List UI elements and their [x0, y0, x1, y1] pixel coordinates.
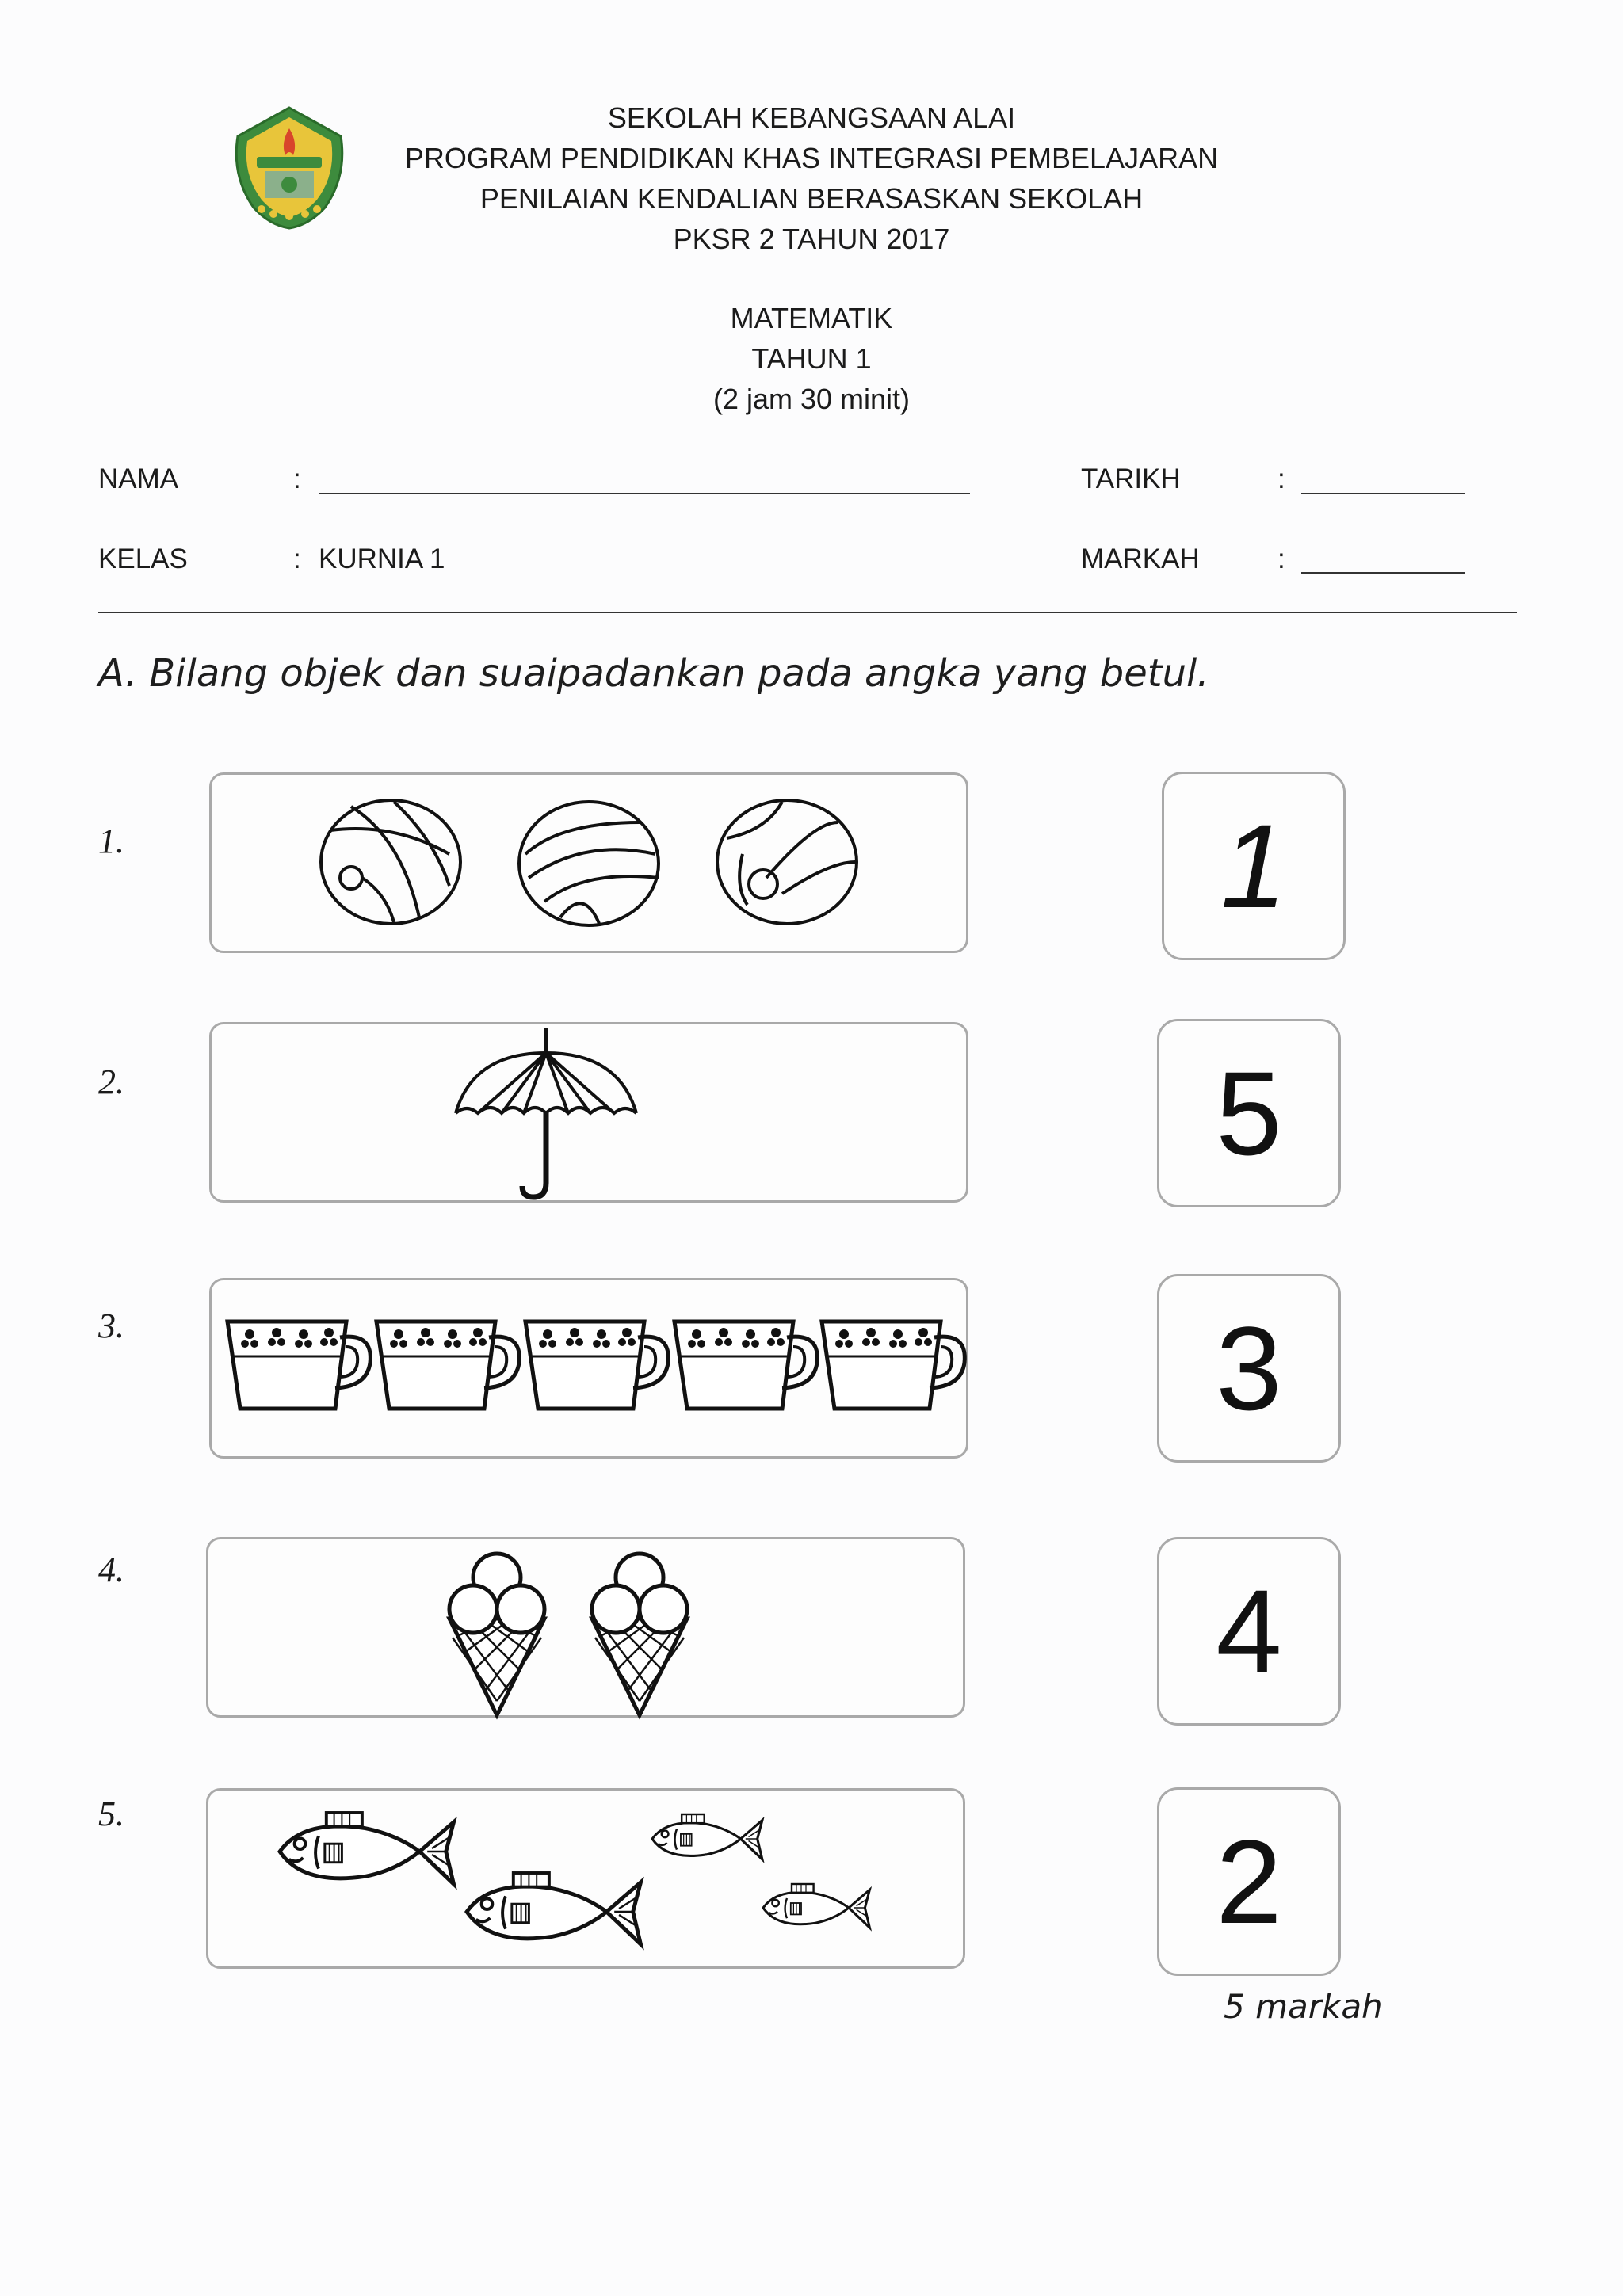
picture-box-1[interactable] [209, 772, 968, 953]
date-label: TARIKH [1081, 463, 1181, 494]
year-title: TAHUN 1 [751, 342, 872, 375]
class-value: KURNIA 1 [319, 543, 445, 574]
assessment-name: PENILAIAN KENDALIAN BERASASKAN SEKOLAH [479, 182, 1144, 215]
section-instruction: A. Bilang objek dan suaipadankan pada angka yang betul. [98, 651, 1209, 696]
subject-title: MATEMATIK [730, 302, 893, 334]
ball-icon [717, 800, 857, 924]
fish-icon [467, 1873, 641, 1944]
school-name: SEKOLAH KEBANGSAAN ALAI [607, 101, 1016, 134]
answer-box-5[interactable]: 5 [1157, 1019, 1341, 1207]
header-divider [98, 612, 1517, 613]
cup-icon [227, 1322, 370, 1409]
picture-box-2[interactable] [209, 1022, 968, 1203]
answer-box-1[interactable]: 1 [1162, 772, 1346, 960]
question-number-5: 5. [98, 1794, 124, 1833]
question-number-1: 1. [98, 822, 124, 860]
marks-colon: : [1277, 543, 1285, 574]
ball-icon [519, 802, 659, 925]
marks-note: 5 markah [1224, 1987, 1383, 2026]
date-colon: : [1277, 463, 1285, 494]
picture-box-4[interactable] [206, 1537, 965, 1718]
answer-box-3[interactable]: 3 [1157, 1274, 1341, 1463]
duration: (2 jam 30 minit) [712, 383, 911, 415]
cup-icon [822, 1322, 964, 1409]
question-number-4: 4. [98, 1550, 124, 1589]
marks-label: MARKAH [1081, 543, 1200, 574]
fish-icon [280, 1813, 454, 1884]
class-label: KELAS [98, 543, 188, 574]
answer-box-4[interactable]: 4 [1157, 1537, 1341, 1726]
ball-icon [321, 800, 460, 924]
cup-icon [376, 1322, 519, 1409]
cup-icon [674, 1322, 817, 1409]
name-label: NAMA [98, 463, 179, 494]
exam-name: PKSR 2 TAHUN 2017 [673, 223, 950, 255]
name-colon: : [293, 463, 301, 494]
picture-box-5[interactable] [206, 1788, 965, 1969]
picture-box-3[interactable] [209, 1278, 968, 1459]
answer-box-2[interactable]: 2 [1157, 1787, 1341, 1976]
name-line[interactable] [319, 493, 970, 494]
ice-cream-icon [592, 1554, 687, 1715]
question-number-2: 2. [98, 1062, 124, 1101]
marks-line[interactable] [1301, 572, 1465, 574]
program-name: PROGRAM PENDIDIKAN KHAS INTEGRASI PEMBELAJARAN [404, 142, 1219, 174]
cup-icon [525, 1322, 668, 1409]
class-colon: : [293, 543, 301, 574]
ice-cream-icon [449, 1554, 544, 1715]
question-number-3: 3. [98, 1306, 124, 1345]
date-line[interactable] [1301, 493, 1465, 494]
fish-icon [652, 1814, 762, 1859]
fish-icon [763, 1884, 869, 1928]
umbrella-icon [456, 1028, 636, 1197]
